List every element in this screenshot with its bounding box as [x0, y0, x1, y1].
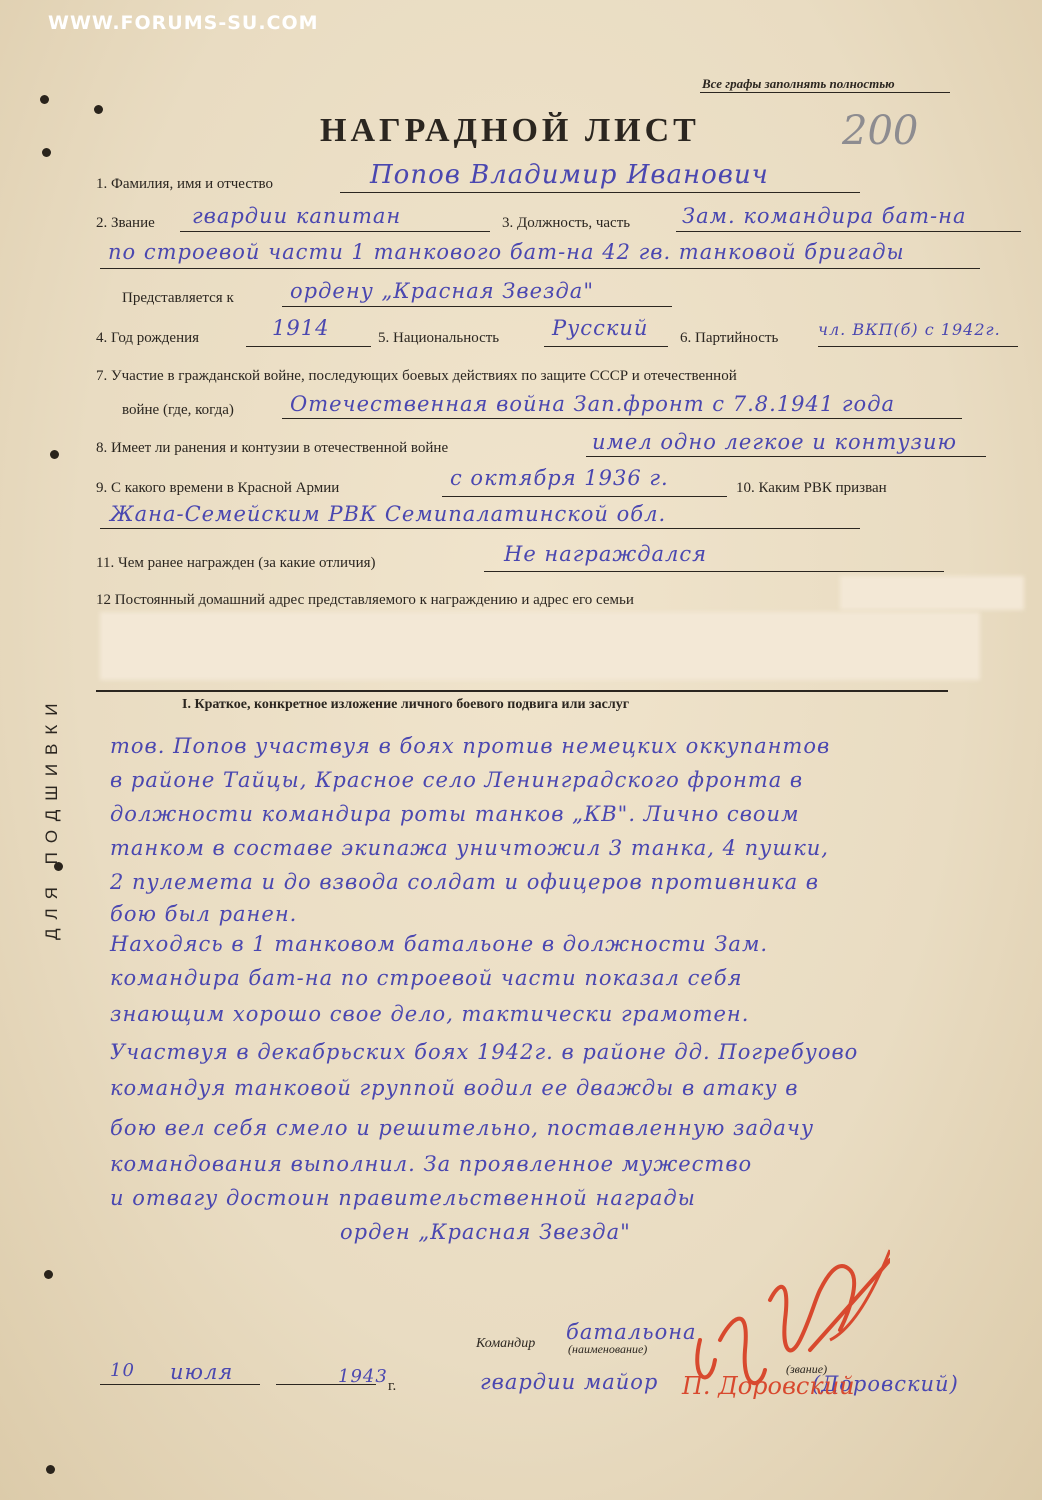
punch-hole [46, 1465, 55, 1474]
date-day: 10 [110, 1360, 135, 1381]
narrative-line: Участвуя в декабрьских боях 1942г. в районе дд. Погребуово [110, 1040, 859, 1064]
punch-hole [94, 105, 103, 114]
narrative-line: командуя танковой группой водил ее дважды в атаку в [110, 1076, 799, 1100]
rank-value: гвардии майор [480, 1370, 659, 1394]
field-1-label: 1. Фамилия, имя и отчество [96, 176, 274, 192]
field-2-value: гвардии капитан [192, 204, 402, 228]
date-month: июля [170, 1360, 234, 1384]
field-10-value: Жана-Семейским РВК Семипалатинской обл. [110, 502, 667, 526]
header-note: Все графы заполнять полностью [702, 76, 895, 91]
narrative-line: знающим хорошо свое дело, тактически грамотен. [110, 1002, 750, 1026]
field-8-label: 8. Имеет ли ранения и контузии в отечественной войне [96, 440, 449, 456]
field-5-value: Русский [552, 316, 649, 340]
date-year: 1943 [338, 1366, 388, 1387]
field-6-label: 6. Партийность [680, 330, 779, 346]
field-4-value: 1914 [272, 316, 330, 340]
side-label: ДЛЯ ПОДШИВКИ [42, 694, 61, 940]
narrative-line: бою вел себя смело и решительно, поставленную задачу [110, 1116, 815, 1140]
rank-label: (звание) [786, 1362, 828, 1376]
field-7-value: Отечественная война Зап.фронт с 7.8.1941 года [290, 392, 896, 416]
date-suffix: г. [388, 1378, 397, 1394]
narrative-line: должности командира роты танков „КВ". Лично своим [110, 802, 800, 826]
nominated-value: ордену „Красная Звезда" [290, 279, 594, 303]
punch-hole [50, 450, 59, 459]
pencil-number: 200 [842, 108, 919, 154]
narrative-line: 2 пулемета и до взвода солдат и офицеров противника в [110, 870, 820, 894]
field-3-continuation: по строевой части 1 танкового бат-на 42 гв. танковой бригады [108, 240, 905, 264]
signature-text: П. Доровский [682, 1372, 855, 1400]
field-1-value: Попов Владимир Иванович [370, 160, 769, 190]
punch-hole [42, 148, 51, 157]
narrative-line: танком в составе экипажа уничтожил 3 танка, 4 пушки, [110, 836, 829, 860]
field-11-label: 11. Чем ранее награжден (за какие отличия) [96, 555, 376, 571]
field-3-value: Зам. командира бат-на [682, 204, 967, 228]
field-5-label: 5. Национальность [378, 330, 500, 346]
narrative-line: и отвагу достоин правительственной награды [110, 1186, 696, 1210]
narrative-line: орден „Красная Звезда" [340, 1220, 631, 1244]
field-10-label: 10. Каким РВК призван [736, 480, 887, 496]
redaction-block [100, 612, 980, 680]
narrative-line: в районе Тайцы, Красное село Ленинградского фронта в [110, 768, 804, 792]
narrative-line: Находясь в 1 танковом батальоне в должности Зам. [110, 932, 769, 956]
nominated-label: Представляется к [122, 290, 234, 306]
field-7-label: 7. Участие в гражданской войне, последующих боевых действиях по защите СССР и отечественной [96, 368, 737, 384]
punch-hole [44, 1270, 53, 1279]
commander-label: Командир [476, 1336, 536, 1351]
page-title: НАГРАДНОЙ ЛИСТ [320, 112, 700, 149]
field-9-label: 9. С какого времени в Красной Армии [96, 480, 340, 496]
narrative-line: тов. Попов участвуя в боях против немецких оккупантов [110, 734, 831, 758]
narrative-line: бою был ранен. [110, 902, 298, 926]
field-7-label-2: войне (где, когда) [122, 402, 234, 418]
field-2-label: 2. Звание [96, 215, 155, 231]
field-11-value: Не награждался [504, 542, 708, 566]
commander-value: батальона [566, 1320, 697, 1344]
commander-sub-label: (наименование) [568, 1342, 648, 1356]
section-1-title: I. Краткое, конкретное изложение личного боевого подвига или заслуг [182, 697, 630, 712]
name-value: (Доровский) [812, 1372, 959, 1396]
watermark: WWW.FORUMS-SU.COM [48, 12, 319, 34]
field-4-label: 4. Год рождения [96, 330, 200, 346]
field-8-value: имел одно легкое и контузию [592, 430, 957, 454]
field-3-label: 3. Должность, часть [502, 215, 631, 231]
field-12-label: 12 Постоянный домашний адрес представляемого к награждению и адрес его семьи [96, 592, 634, 608]
narrative-line: командира бат-на по строевой части показал себя [110, 966, 743, 990]
narrative-line: командования выполнил. За проявленное мужество [110, 1152, 753, 1176]
redaction-block [840, 576, 1024, 610]
field-9-value: с октября 1936 г. [450, 466, 669, 490]
field-6-value: чл. ВКП(б) с 1942г. [818, 320, 1001, 339]
punch-hole [40, 95, 49, 104]
